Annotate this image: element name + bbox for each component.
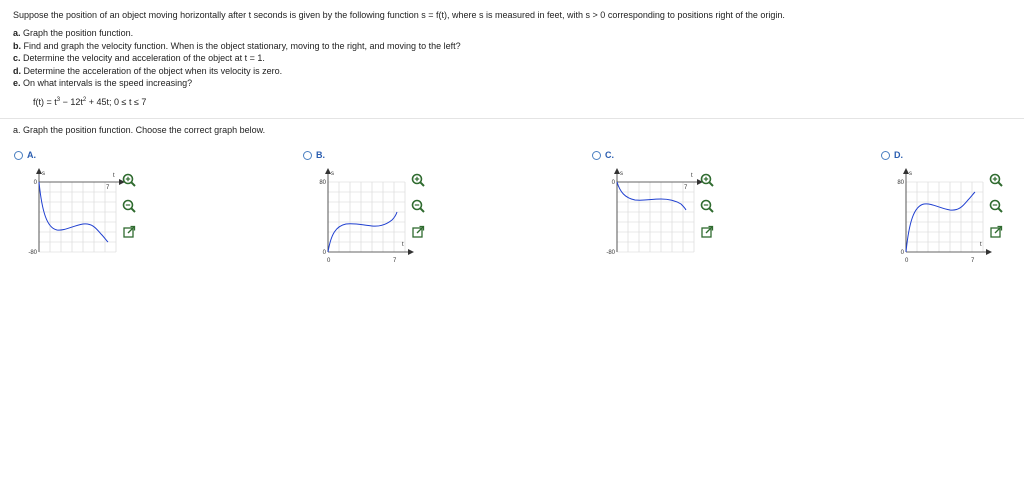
function-definition [33, 97, 146, 107]
open-new-window-button[interactable] [988, 224, 1004, 240]
open-new-window-icon [411, 225, 425, 239]
graph-d-svg [893, 168, 993, 268]
zoom-out-button[interactable] [121, 198, 137, 214]
x-tick-label: 7 [684, 185, 688, 191]
grid [328, 182, 405, 252]
part-d [13, 65, 1013, 78]
graph-a-svg [26, 168, 126, 260]
s-axis-label: s [331, 171, 334, 177]
zero-label: 0 [900, 250, 904, 256]
position-curve [617, 182, 686, 210]
graph-b [315, 168, 415, 273]
function-middle: − 12t [60, 97, 83, 107]
zoom-out-icon [122, 199, 136, 213]
graph-c [604, 168, 704, 265]
question-prompt: a. Graph the position function. Choose the correct graph below. [13, 125, 266, 135]
option-letter: A. [27, 150, 36, 160]
s-axis-label: s [42, 171, 45, 177]
s-axis-label: s [620, 171, 623, 177]
section-divider [0, 118, 1024, 119]
graph-a [26, 168, 126, 265]
graph-b-svg [315, 168, 415, 268]
function-exponent-1: 3 [56, 97, 61, 103]
part-letter: c. [13, 53, 21, 63]
zoom-in-button[interactable] [121, 172, 137, 188]
s-axis-label: s [909, 171, 912, 177]
open-new-window-icon [122, 225, 136, 239]
zero-label: 0 [611, 180, 615, 186]
x-tick-label: 7 [106, 185, 110, 191]
graph-c-svg [604, 168, 704, 260]
open-new-window-button[interactable] [699, 224, 715, 240]
part-a [13, 27, 1013, 40]
t-axis-label: t [113, 173, 115, 179]
option-letter: D. [894, 150, 903, 160]
grid [906, 182, 983, 252]
zoom-out-icon [411, 199, 425, 213]
problem-parts [13, 27, 1013, 90]
y-tick-label: 80 [897, 180, 904, 186]
zoom-out-button[interactable] [699, 198, 715, 214]
zero-label: 0 [33, 180, 37, 186]
part-letter: e. [13, 78, 21, 88]
zoom-in-button[interactable] [410, 172, 426, 188]
t-axis-label: t [402, 242, 404, 248]
y-tick-label: -80 [606, 250, 615, 256]
part-e [13, 77, 1013, 90]
function-suffix: + 45t; 0 ≤ t ≤ 7 [86, 97, 147, 107]
part-text: On what intervals is the speed increasing? [23, 78, 193, 88]
x-tick-label: 7 [393, 258, 397, 264]
option-d-header[interactable] [881, 150, 903, 160]
option-letter: B. [316, 150, 325, 160]
zoom-out-icon [989, 199, 1003, 213]
open-new-window-icon [700, 225, 714, 239]
zoom-out-button[interactable] [988, 198, 1004, 214]
part-text: Determine the velocity and acceleration of the object at t = 1. [23, 53, 265, 63]
zoom-in-button[interactable] [988, 172, 1004, 188]
t-axis-label: t [691, 173, 693, 179]
part-text: Determine the acceleration of the object when its velocity is zero. [23, 65, 283, 76]
y-tick-label: -80 [28, 250, 37, 256]
t-axis-arrow-icon [986, 249, 992, 255]
zoom-out-button[interactable] [410, 198, 426, 214]
t-axis-label: t [980, 242, 982, 248]
option-c-header[interactable] [592, 150, 614, 160]
open-new-window-button[interactable] [121, 224, 137, 240]
zoom-in-icon [411, 173, 425, 187]
zoom-in-icon [989, 173, 1003, 187]
zero-label: 0 [322, 250, 326, 256]
radio-button[interactable] [881, 151, 890, 160]
x-tick-zero: 0 [905, 258, 909, 264]
option-a-header[interactable] [14, 150, 36, 160]
zoom-in-button[interactable] [699, 172, 715, 188]
function-exponent-2: 2 [82, 97, 87, 103]
x-tick-label: 7 [971, 258, 975, 264]
open-new-window-icon [989, 225, 1003, 239]
graph-d [893, 168, 993, 273]
function-prefix: f(t) = t [33, 97, 57, 107]
part-letter: a. [13, 28, 21, 38]
problem-statement [13, 9, 1013, 90]
zoom-out-icon [700, 199, 714, 213]
problem-intro: Suppose the position of an object moving horizontally after t seconds is given by the following function s = f(t), where s is measured in feet, with s > 0 corresponding to positions right of the origin. [13, 10, 785, 20]
grid [617, 182, 694, 252]
radio-button[interactable] [14, 151, 23, 160]
zoom-in-icon [700, 173, 714, 187]
y-tick-label: 80 [319, 180, 326, 186]
option-b-header[interactable] [303, 150, 325, 160]
part-letter: d. [13, 65, 21, 76]
part-text: Graph the position function. [23, 28, 134, 38]
open-new-window-button[interactable] [410, 224, 426, 240]
part-c [13, 52, 1013, 65]
t-axis-arrow-icon [408, 249, 414, 255]
option-letter: C. [605, 150, 614, 160]
part-b [13, 40, 1013, 53]
zoom-in-icon [122, 173, 136, 187]
grid [39, 182, 116, 252]
x-tick-zero: 0 [327, 258, 331, 264]
radio-button[interactable] [303, 151, 312, 160]
radio-button[interactable] [592, 151, 601, 160]
part-text: Find and graph the velocity function. When is the object stationary, moving to the right, and moving to the left? [23, 40, 461, 51]
part-letter: b. [13, 40, 21, 51]
